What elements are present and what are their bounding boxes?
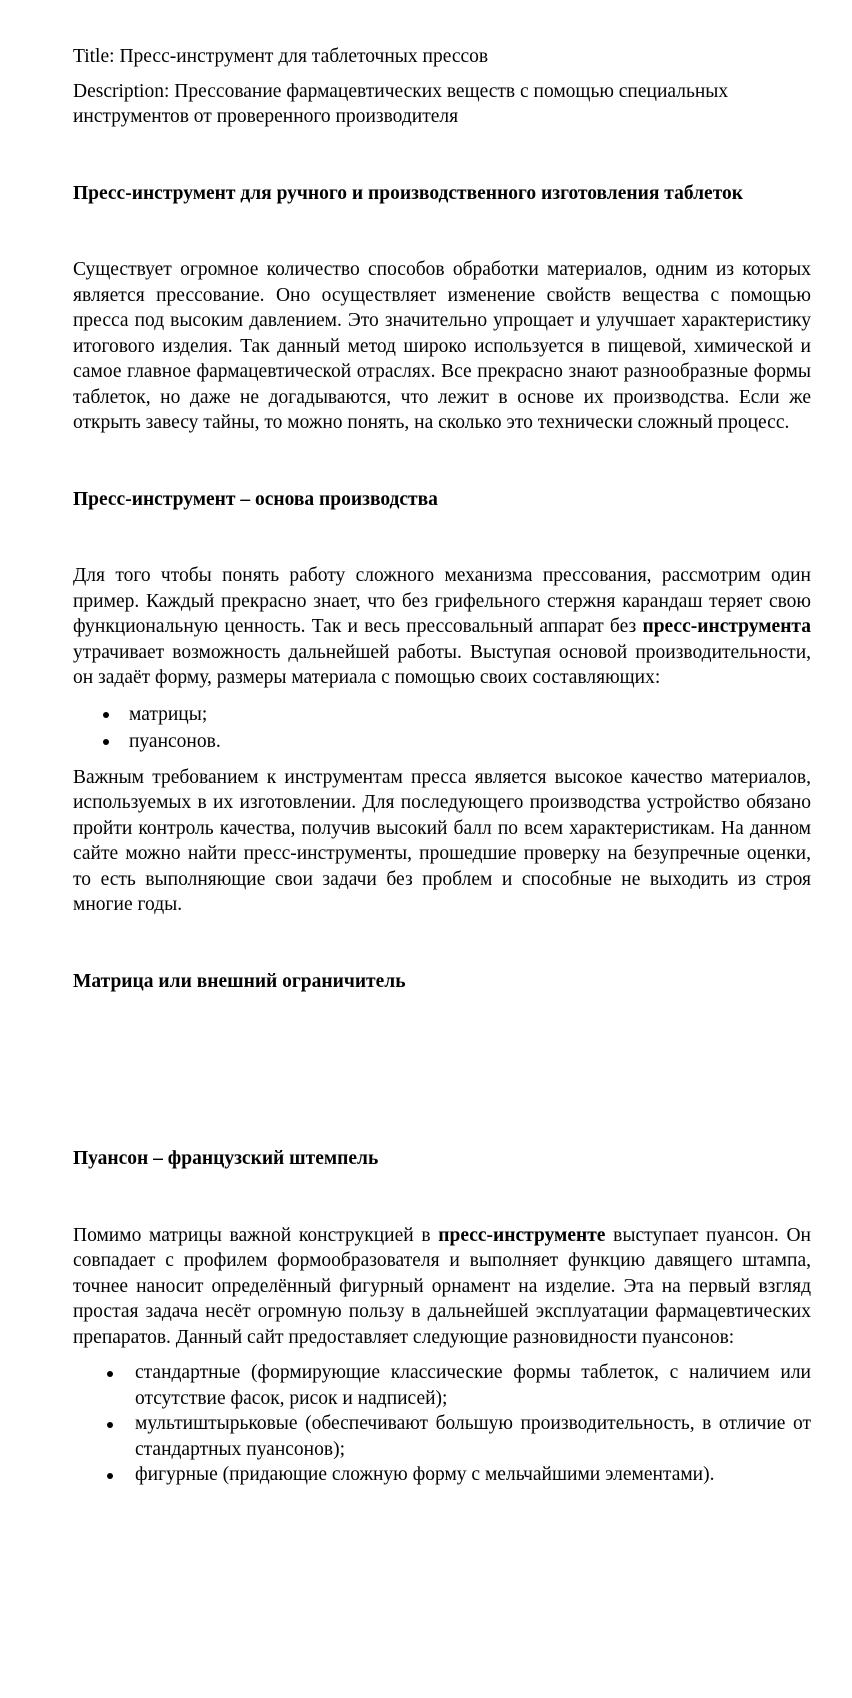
meta-description-label: Description:: [73, 80, 170, 102]
paragraph-text: утрачивает возможность дальнейшей работы. Выступая основой производительности, он задаёт форму, размеры материала с помощью своих составляющих:: [73, 641, 811, 688]
section-paragraph-2: [73, 563, 811, 691]
section-paragraph-1: Существует огромное количество способов обработки материалов, одним из которых является прессование. Оно осуществляет изменение свойств вещества с помощью пресса под высоким давлением. Это значительно упрощает и улучшает характеристику итогового изделия. Так данный метод широко используется в пищевой, химической и самое главное фармацевтической отраслях. Все прекрасно знают разнообразные формы таблеток, но даже не догадываются, что лежит в основе их производства. Если же открыть завесу тайны, то можно понять, на сколько это технически сложный процесс.: [73, 259, 811, 433]
section-heading-1: Пресс-инструмент для ручного и производственного изготовления таблеток: [73, 182, 744, 204]
punch-types-list: [73, 1360, 811, 1488]
list-item: стандартные (формирующие классические формы таблеток, с наличием или отсутствие фасок, рисок и надписей);: [73, 1360, 811, 1411]
components-list: [73, 701, 811, 755]
meta-title-label: Title:: [73, 46, 115, 67]
paragraph-bold-term: пресс-инструменте: [438, 1224, 606, 1246]
list-item: матрицы;: [73, 701, 811, 728]
paragraph-text: Для того чтобы понять работу сложного механизма прессования, рассмотрим один пример. Каждый прекрасно знает, что без грифельного стержня карандаш теряет свою функциональную ценность. Так и весь прессовальный аппарат без: [73, 565, 811, 637]
list-item: мультиштырьковые (обеспечивают большую производительность, в отличие от стандартных пуансонов);: [73, 1411, 811, 1462]
meta-description: [73, 79, 811, 130]
section-paragraph-4: [73, 1223, 811, 1351]
meta-title-value: Пресс-инструмент для таблеточных прессов: [119, 46, 489, 67]
document-page: [73, 44, 811, 1488]
list-item: фигурные (придающие сложную форму с мельчайшими элементами).: [73, 1462, 811, 1488]
section-heading-4: Пуансон – французский штемпель: [73, 1148, 379, 1169]
section-paragraph-3: Важным требованием к инструментам пресса является высокое качество материалов, используемых в их изготовлении. Для последующего производства устройство обязано пройти контроль качества, получив высокий балл по всем характеристикам. На данном сайте можно найти пресс-инструменты, прошедшие проверку на безупречные оценки, то есть выполняющие свои задачи без проблем и способные не выходить из строя многие годы.: [73, 766, 811, 915]
list-item: пуансонов.: [73, 728, 811, 755]
meta-title: [73, 44, 811, 70]
paragraph-text: выступает пуансон. Он совпадает с профилем формообразователя и выполняет функцию давящего штампа, точнее наносит определённый фигурный орнамент на изделие. Эта на первый взгляд простая задача несёт огромную пользу в дальнейшей эксплуатации фармацевтических препаратов. Данный сайт предоставляет следующие разновидности пуансонов:: [73, 1224, 811, 1348]
section-heading-3: Матрица или внешний ограничитель: [73, 970, 406, 992]
paragraph-text: Помимо матрицы важной конструкцией в: [73, 1224, 439, 1246]
meta-description-value: Прессование фармацевтических веществ с помощью специальных инструментов от проверенного производителя: [73, 80, 729, 127]
section-heading-2: Пресс-инструмент – основа производства: [73, 488, 438, 510]
paragraph-bold-term: пресс-инструмента: [642, 616, 811, 637]
